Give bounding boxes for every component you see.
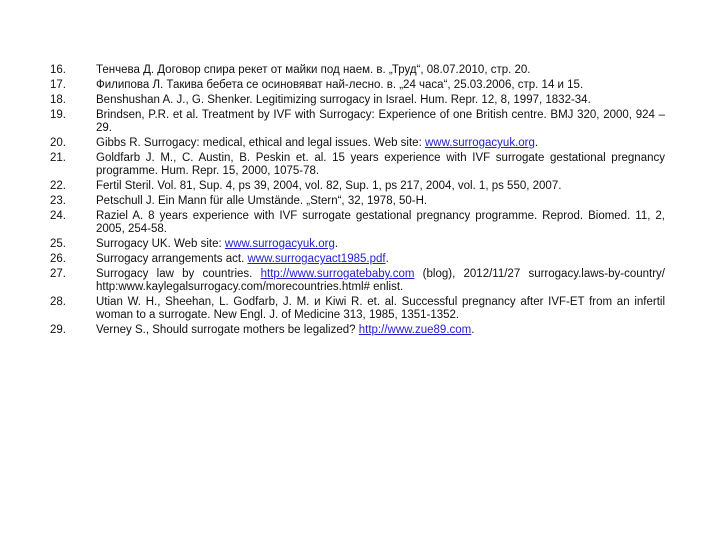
reference-text <box>96 152 665 178</box>
reference-number: 28. <box>50 296 66 308</box>
reference-citation: Utian W. H., Sheehan, L. Godfarb, J. M. и Kiwi R. et. al. Successful pregnancy after IVF-ET from an infertil woman to a surrogate. New Engl. J. of Medicine 313, 1985, 1351-1352. <box>96 296 665 321</box>
reference-text <box>96 94 665 107</box>
reference-text <box>96 79 665 92</box>
reference-number: 20. <box>50 137 66 149</box>
reference-number: 17. <box>50 79 66 91</box>
reference-text <box>96 109 665 135</box>
reference-item <box>0 137 720 150</box>
reference-item <box>0 238 720 251</box>
reference-suffix: (blog), 2012/11/27 surrogacy.laws-by-country/ http:www.kaylegalsurrogacy.com/morecountries.html# enlist. <box>96 268 666 293</box>
reference-item <box>0 253 720 266</box>
reference-number: 27. <box>50 268 66 280</box>
reference-text <box>96 210 665 236</box>
reference-text <box>96 195 665 208</box>
reference-citation: Surrogacy arrangements act. <box>96 253 248 265</box>
reference-link[interactable]: www.surrogacyuk.org <box>224 238 335 250</box>
reference-citation: Surrogacy law by countries. <box>96 268 261 280</box>
reference-number: 18. <box>50 94 66 106</box>
reference-citation: Brindsen, P.R. et al. Treatment by IVF with Surrogacy: Experience of one British centre. BMJ 320, 2000, 924 – 29. <box>96 109 665 134</box>
reference-item <box>0 296 720 322</box>
reference-citation: Raziel A. 8 years experience with IVF surrogate gestational pregnancy programme. Reprod. Biomed. 11, 2, 2005, 254-58. <box>96 210 665 235</box>
reference-citation: Surrogacy UK. Web site: <box>96 238 225 250</box>
reference-number: 25. <box>50 238 66 250</box>
reference-suffix: . <box>471 324 475 336</box>
reference-link[interactable]: http://www.zue89.com <box>358 324 472 336</box>
reference-citation: Тенчева Д. Договор спира рекет от майки под наем. в. „Труд“, 08.07.2010, стр. 20. <box>96 64 531 76</box>
reference-text <box>96 296 665 322</box>
reference-citation: Benshushan A. J., G. Shenker. Legitimizing surrogacy in Israel. Hum. Repr. 12, 8, 1997, 1832-34. <box>96 94 591 106</box>
reference-text <box>96 137 665 150</box>
reference-number: 21. <box>50 152 66 164</box>
reference-text <box>96 64 665 77</box>
reference-number: 16. <box>50 64 66 76</box>
reference-item <box>0 180 720 193</box>
reference-citation: Verney S., Should surrogate mothers be legalized? <box>96 324 359 336</box>
reference-item <box>0 324 720 337</box>
reference-citation: Fertil Steril. Vol. 81, Sup. 4, ps 39, 2004, vol. 82, Sup. 1, ps 217, 2004, vol. 1, ps 550, 2007. <box>96 180 562 192</box>
reference-suffix: . <box>385 253 389 265</box>
reference-item <box>0 210 720 236</box>
reference-item <box>0 195 720 208</box>
reference-item <box>0 109 720 135</box>
reference-number: 26. <box>50 253 66 265</box>
reference-item <box>0 64 720 77</box>
reference-text <box>96 268 665 294</box>
reference-citation: Petschull J. Ein Mann für alle Umstände. „Stern“, 32, 1978, 50-H. <box>96 195 428 207</box>
reference-link[interactable]: www.surrogacyact1985.pdf <box>247 253 386 265</box>
reference-number: 24. <box>50 210 66 222</box>
reference-number: 29. <box>50 324 66 336</box>
reference-citation: Gibbs R. Surrogacy: medical, ethical and legal issues. Web site: <box>96 137 425 149</box>
reference-suffix: . <box>534 137 539 149</box>
reference-citation: Филипова Л. Такива бебета се осиновяват най-лесно. в. „24 часа“, 25.03.2006, стр. 14 и 15. <box>96 79 584 91</box>
reference-suffix: . <box>334 238 339 250</box>
reference-text <box>96 324 665 337</box>
reference-text <box>96 180 665 193</box>
reference-number: 23. <box>50 195 66 207</box>
reference-item <box>0 152 720 178</box>
reference-link[interactable]: http://www.surrogatebaby.com <box>260 268 415 280</box>
reference-citation: Goldfarb J. M., C. Austin, B. Peskin et. al. 15 years experience with IVF surrogate gestational pregnancy programme. Hum. Repr. 15, 2000, 1075-78. <box>96 152 665 177</box>
reference-list <box>0 64 720 337</box>
reference-item <box>0 268 720 294</box>
reference-link[interactable]: www.surrogacyuk.org <box>424 137 535 149</box>
reference-text <box>96 253 665 266</box>
reference-text <box>96 238 665 251</box>
reference-item <box>0 79 720 92</box>
reference-number: 19. <box>50 109 66 121</box>
reference-number: 22. <box>50 180 66 192</box>
reference-item <box>0 94 720 107</box>
